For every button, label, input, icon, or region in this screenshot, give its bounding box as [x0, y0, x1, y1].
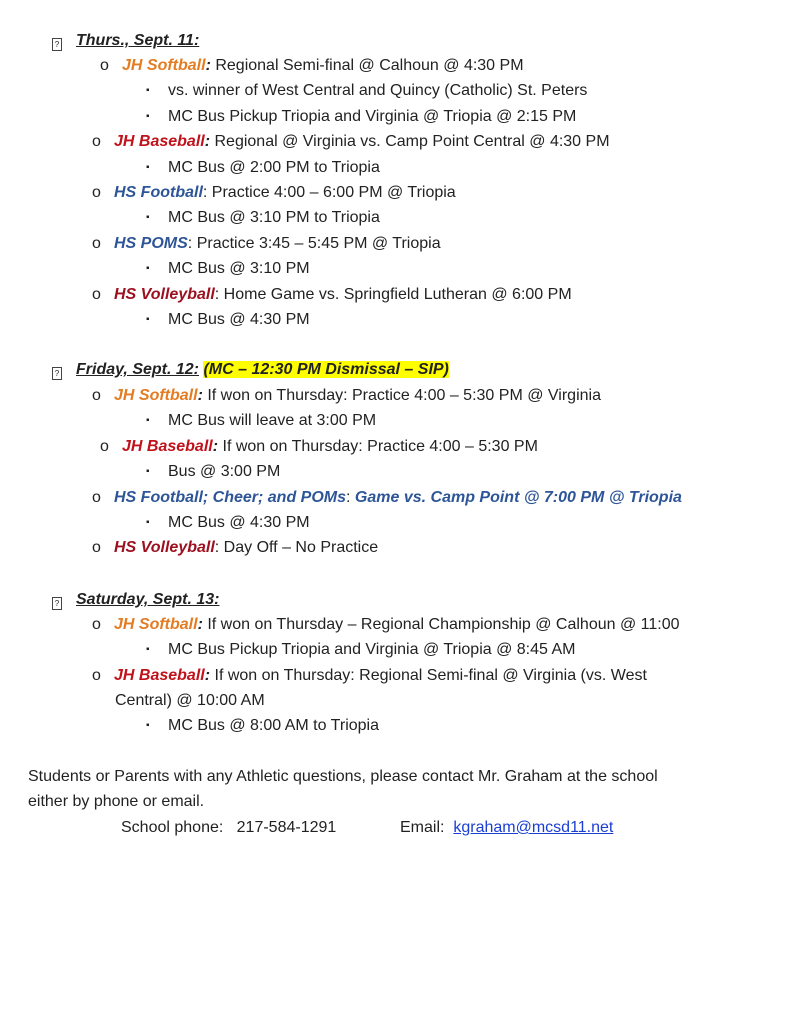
- list-subitem: ▪ MC Bus @ 2:00 PM to Triopia: [146, 159, 380, 176]
- checkbox-bullet-icon: ?: [52, 38, 62, 51]
- list-subitem: ▪ MC Bus @ 4:30 PM: [146, 311, 310, 328]
- list-subitem: ▪ MC Bus will leave at 3:00 PM: [146, 412, 377, 429]
- list-subitem: ▪ MC Bus @ 8:00 AM to Triopia: [146, 717, 379, 734]
- list-subitem: ▪ MC Bus @ 3:10 PM to Triopia: [146, 209, 380, 226]
- list-subitem: ▪ MC Bus Pickup Triopia and Virginia @ Triopia @ 8:45 AM: [146, 641, 576, 658]
- list-item: o JH Softball: If won on Thursday: Practice 4:00 – 5:30 PM @ Virginia: [92, 387, 601, 404]
- contact-line: [121, 818, 336, 840]
- list-subitem: ▪ MC Bus Pickup Triopia and Virginia @ Triopia @ 2:15 PM: [146, 108, 577, 125]
- list-item: o HS Football; Cheer; and POMs: Game vs. Camp Point @ 7:00 PM @ Triopia: [92, 489, 682, 506]
- list-item: o JH Baseball: If won on Thursday: Regional Semi-final @ Virginia (vs. West: [92, 667, 647, 684]
- day-heading-friday: ? Friday, Sept. 12: (MC – 12:30 PM Dismissal – SIP): [52, 360, 449, 382]
- list-subitem: ▪ vs. winner of West Central and Quincy (Catholic) St. Peters: [146, 82, 588, 99]
- checkbox-bullet-icon: ?: [52, 367, 62, 380]
- phone-label: School phone:: [121, 819, 224, 836]
- phone-number: 217-584-1291: [236, 819, 337, 836]
- day-heading-thursday: ? Thurs., Sept. 11:: [52, 31, 199, 53]
- footer-text: either by phone or email.: [28, 793, 205, 810]
- list-item: o JH Baseball: Regional @ Virginia vs. Camp Point Central @ 4:30 PM: [92, 133, 610, 150]
- email-line: [400, 818, 613, 840]
- list-item-continuation: Central) @ 10:00 AM: [115, 692, 265, 709]
- day-heading-saturday: ? Saturday, Sept. 13:: [52, 590, 219, 612]
- checkbox-bullet-icon: ?: [52, 597, 62, 610]
- list-item: o JH Softball: Regional Semi-final @ Calhoun @ 4:30 PM: [100, 57, 524, 74]
- dismissal-highlight: (MC – 12:30 PM Dismissal – SIP): [203, 361, 449, 378]
- list-item: o JH Baseball: If won on Thursday: Practice 4:00 – 5:30 PM: [100, 438, 538, 455]
- list-item: o HS Football: Practice 4:00 – 6:00 PM @ Triopia: [92, 184, 456, 201]
- email-label: Email:: [400, 819, 445, 836]
- footer-text: Students or Parents with any Athletic questions, please contact Mr. Graham at the school: [28, 768, 658, 785]
- email-link[interactable]: kgraham@mcsd11.net: [453, 819, 614, 836]
- list-subitem: ▪ Bus @ 3:00 PM: [146, 463, 281, 480]
- list-item: o HS Volleyball: Day Off – No Practice: [92, 539, 379, 556]
- list-item: o HS POMS: Practice 3:45 – 5:45 PM @ Triopia: [92, 235, 441, 252]
- list-subitem: ▪ MC Bus @ 3:10 PM: [146, 260, 310, 277]
- list-subitem: ▪ MC Bus @ 4:30 PM: [146, 514, 310, 531]
- list-item: o HS Volleyball: Home Game vs. Springfield Lutheran @ 6:00 PM: [92, 286, 572, 303]
- list-item: o JH Softball: If won on Thursday – Regional Championship @ Calhoun @ 11:00: [92, 616, 680, 633]
